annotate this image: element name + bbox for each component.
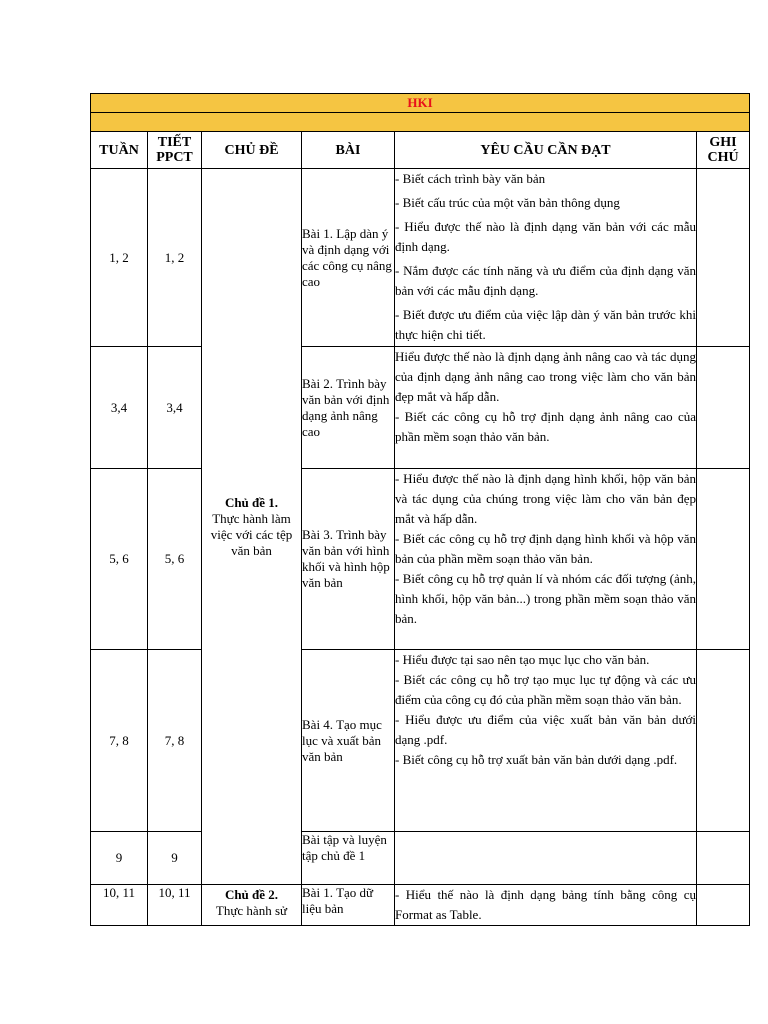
lesson-cell: Bài 1. Lập dàn ý và định dạng với các công cụ nâng cao <box>302 169 395 347</box>
topic-title: Chủ đề 1. <box>224 494 279 510</box>
header-lesson: BÀI <box>302 132 395 169</box>
lesson-cell: Bài 3. Trình bày văn bản với hình khối và hình hộp văn bản <box>302 469 395 650</box>
requirement-cell <box>395 169 697 347</box>
semester-title: HKI <box>91 94 750 113</box>
requirement-cell <box>395 885 697 926</box>
requirement-item: - Biết các công cụ hỗ trợ định dạng ảnh nâng cao của phần mềm soạn thảo văn bản. <box>395 409 696 444</box>
requirement-item: - Hiểu được tại sao nên tạo mục lục cho văn bản. <box>395 652 650 667</box>
period-cell: 1, 2 <box>148 169 202 347</box>
requirement-item: - Hiểu thế nào là định dạng bảng tính bằng công cụ Format as Table. <box>395 887 696 922</box>
requirement-item: - Nắm được các tính năng và ưu điểm của định dạng văn bản với các mẫu định dạng. <box>395 263 696 298</box>
requirement-item: - Biết cấu trúc của một văn bản thông dụng <box>395 195 620 210</box>
table-row <box>91 832 750 885</box>
note-cell <box>697 469 750 650</box>
requirement-item: Hiểu được thế nào là định dạng ảnh nâng cao và tác dụng của định dạng ảnh nâng cao trong việc làm cho văn bản đẹp mắt và hấp dẫn. <box>395 349 696 404</box>
header-topic: CHỦ ĐỀ <box>202 132 302 169</box>
topic-cell <box>202 885 302 926</box>
week-cell: 3,4 <box>91 347 148 469</box>
header-week: TUẦN <box>91 132 148 169</box>
requirement-cell <box>395 832 697 885</box>
table-row <box>91 650 750 832</box>
lesson-cell: Bài 1. Tạo dữ liệu bản <box>302 885 395 926</box>
header-period: TIẾT PPCT <box>148 132 202 169</box>
week-cell: 1, 2 <box>91 169 148 347</box>
period-cell: 10, 11 <box>148 885 202 926</box>
week-cell: 5, 6 <box>91 469 148 650</box>
requirement-item: - Biết cách trình bày văn bản <box>395 171 546 186</box>
requirement-cell <box>395 469 697 650</box>
period-cell: 3,4 <box>148 347 202 469</box>
table-row <box>91 347 750 469</box>
header-requirement: YÊU CẦU CẦN ĐẠT <box>395 132 697 169</box>
table-row <box>91 169 750 347</box>
requirement-item: - Biết công cụ hỗ trợ quản lí và nhóm các đối tượng (ảnh, hình khối, hộp văn bản...) trong phần mềm soạn thảo văn bản. <box>395 571 696 626</box>
requirement-item: - Hiểu được thế nào là định dạng hình khối, hộp văn bản và tác dụng của chúng trong việc làm cho văn bản đẹp mắt và hấp dẫn. <box>395 471 696 526</box>
week-cell: 7, 8 <box>91 650 148 832</box>
topic-description: Thực hành sử <box>215 903 288 918</box>
semester-band-row <box>91 94 750 113</box>
lesson-cell: Bài 4. Tạo mục lục và xuất bản văn bản <box>302 650 395 832</box>
semester-band-row-2 <box>91 113 750 132</box>
week-cell: 9 <box>91 832 148 885</box>
curriculum-table <box>90 93 750 926</box>
topic-cell <box>202 169 302 885</box>
topic-title: Chủ đề 2. <box>224 887 279 902</box>
requirement-item: - Biết được ưu điểm của việc lập dàn ý văn bản trước khi thực hiện chi tiết. <box>395 307 696 342</box>
week-cell: 10, 11 <box>91 885 148 926</box>
requirement-item: - Hiểu được ưu điểm của việc xuất bản văn bản dưới dạng .pdf. <box>395 712 696 747</box>
period-cell: 7, 8 <box>148 650 202 832</box>
topic-description: Thực hành làm việc với các tệp văn bản <box>210 510 293 558</box>
semester-band-spacer <box>91 113 750 132</box>
lesson-cell: Bài tập và luyện tập chủ đề 1 <box>302 832 395 885</box>
note-cell <box>697 347 750 469</box>
note-cell <box>697 169 750 347</box>
requirement-item: - Biết công cụ hỗ trợ xuất bản văn bản dưới dạng .pdf. <box>395 752 678 767</box>
requirement-item: - Hiểu được thế nào là định dạng văn bản với các mẫu định dạng. <box>395 219 696 254</box>
note-cell <box>697 885 750 926</box>
header-row <box>91 132 750 169</box>
requirement-item: - Biết các công cụ hỗ trợ tạo mục lục tự động và các ưu điểm của công cụ đó của phần mềm soạn thảo văn bản. <box>395 672 696 707</box>
header-note: GHI CHÚ <box>697 132 750 169</box>
note-cell <box>697 650 750 832</box>
note-cell <box>697 832 750 885</box>
requirement-item: - Biết các công cụ hỗ trợ định dạng hình khối và hộp văn bản của phần mềm soạn thảo văn bản. <box>395 531 696 566</box>
lesson-cell: Bài 2. Trình bày văn bản với định dạng ảnh nâng cao <box>302 347 395 469</box>
period-cell: 9 <box>148 832 202 885</box>
requirement-cell <box>395 650 697 832</box>
table-row <box>91 885 750 926</box>
table-row <box>91 469 750 650</box>
requirement-cell <box>395 347 697 469</box>
period-cell: 5, 6 <box>148 469 202 650</box>
